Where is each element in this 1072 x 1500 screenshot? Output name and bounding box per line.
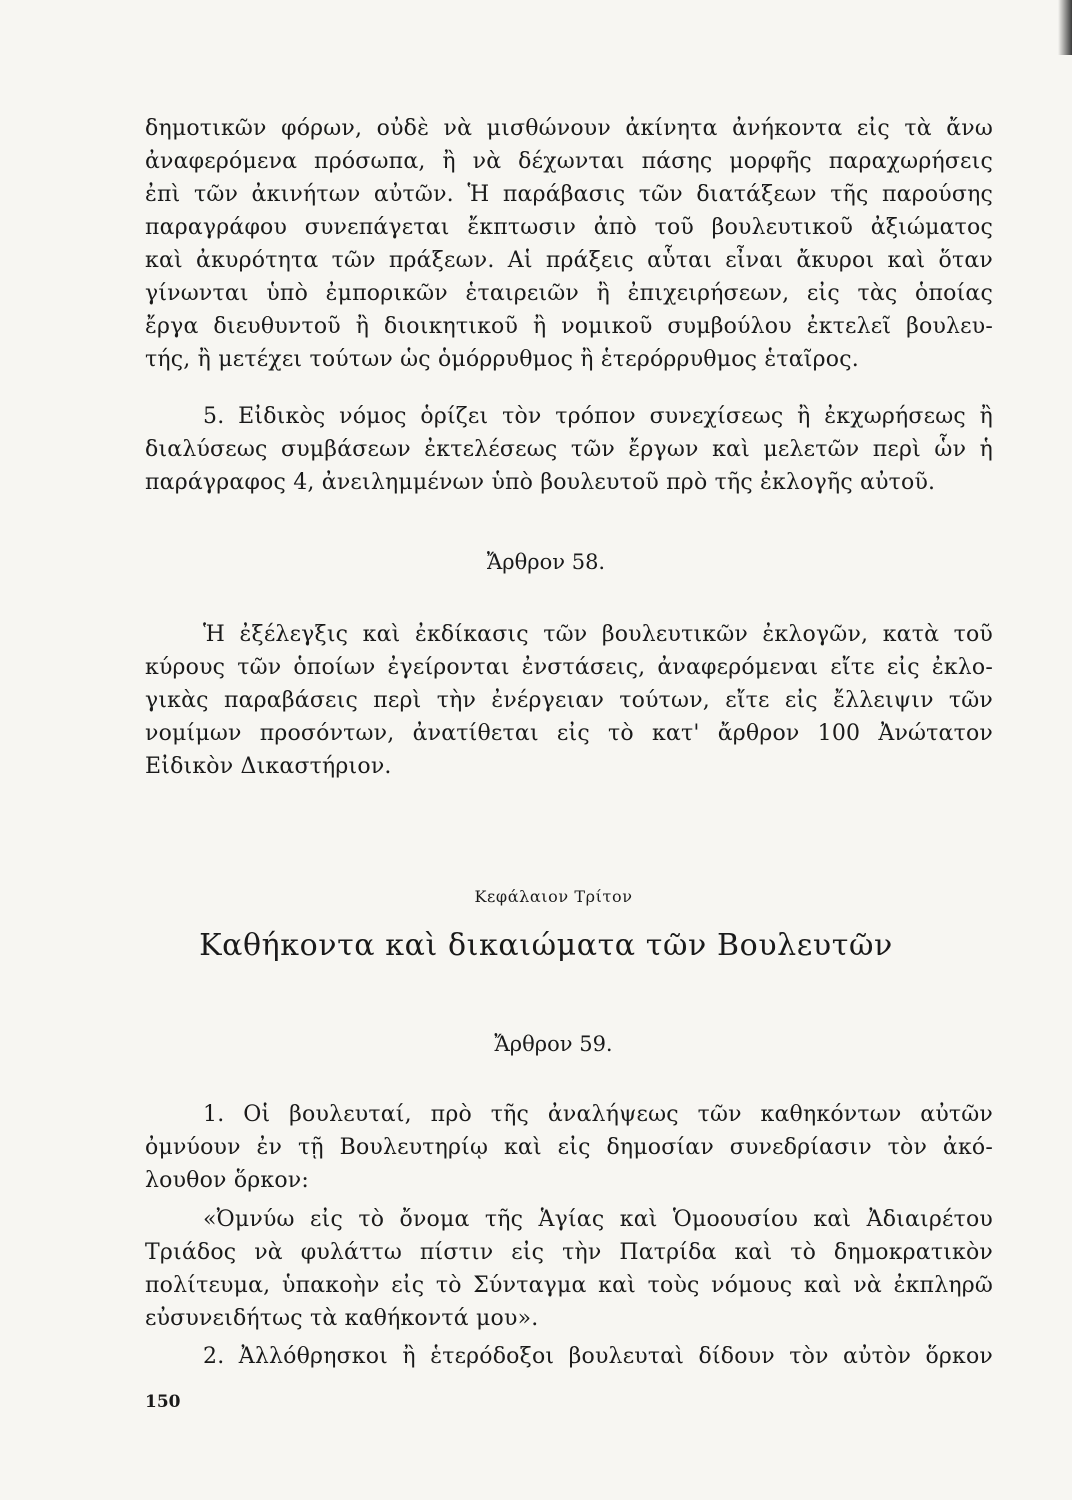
text-line: 5. Εἰδικὸς νόμος ὁρίζει τὸν τρόπον συνεχίσεως ἢ ἐκχωρήσεως ἢ — [203, 404, 993, 429]
paragraph-continuation — [145, 112, 993, 376]
text-line: «Ὀμνύω εἰς τὸ ὄνομα τῆς Ἁγίας καὶ Ὁμοουσίου καὶ Ἀδιαιρέτου — [203, 1207, 993, 1232]
text-line: γικὰς παραβάσεις περὶ τὴν ἐνέργειαν τούτων, εἴτε εἰς ἔλλειψιν τῶν — [145, 688, 993, 713]
text-line: παράγραφος 4, ἀνειλημμένων ὑπὸ βουλευτοῦ πρὸ τῆς ἐκλογῆς αὐτοῦ. — [145, 470, 936, 495]
paragraph-item-5 — [145, 400, 993, 499]
page-number: 150 — [145, 1392, 181, 1412]
text-line: ἐπὶ τῶν ἀκινήτων αὐτῶν. Ἡ παράβασις τῶν διατάξεων τῆς παρούσης — [145, 182, 993, 207]
text-line: ἀναφερόμενα πρόσωπα, ἢ νὰ δέχωνται πάσης μορφῆς παραχωρήσεις — [145, 149, 993, 174]
text-line: νομίμων προσόντων, ἀνατίθεται εἰς τὸ κατ' ἄρθρον 100 Ἀνώτατον — [145, 721, 993, 746]
text-line: διαλύσεως συμβάσεων ἐκτελέσεως τῶν ἔργων καὶ μελετῶν περὶ ὧν ἡ — [145, 437, 993, 462]
chapter-title: Καθήκοντα καὶ δικαιώματα τῶν Βουλευτῶν — [199, 928, 893, 963]
text-line: 2. Ἀλλόθρησκοι ἢ ἑτερόδοξοι βουλευταὶ δίδουν τὸν αὐτὸν ὅρκον — [203, 1344, 993, 1369]
article-58-text — [145, 618, 993, 783]
text-line: 1. Οἱ βουλευταί, πρὸ τῆς ἀναλήψεως τῶν καθηκόντων αὐτῶν — [203, 1102, 993, 1127]
text-line: κύρους τῶν ὁποίων ἐγείρονται ἐνστάσεις, ἀναφερόμεναι εἴτε εἰς ἐκλο- — [145, 655, 993, 680]
chapter-label: Κεφάλαιον Τρίτον — [474, 887, 633, 906]
article-59-item-2 — [145, 1340, 993, 1373]
text-line: γίνωνται ὑπὸ ἐμπορικῶν ἑταιρειῶν ἢ ἐπιχειρήσεων, εἰς τὰς ὁποίας — [145, 281, 993, 306]
text-line: Ἡ ἐξέλεγξις καὶ ἐκδίκασις τῶν βουλευτικῶν ἐκλογῶν, κατὰ τοῦ — [203, 622, 993, 647]
text-line: εὐσυνειδήτως τὰ καθήκοντά μου». — [145, 1306, 539, 1331]
text-line: Εἰδικὸν Δικαστήριον. — [145, 754, 392, 779]
text-line: πολίτευμα, ὑπακοὴν εἰς τὸ Σύνταγμα καὶ τοὺς νόμους καὶ νὰ ἐκπληρῶ — [145, 1273, 993, 1298]
text-line: καὶ ἀκυρότητα τῶν πράξεων. Αἱ πράξεις αὗται εἶναι ἄκυροι καὶ ὅταν — [145, 248, 993, 273]
text-line: παραγράφου συνεπάγεται ἔκπτωσιν ἀπὸ τοῦ βουλευτικοῦ ἀξιώματος — [145, 215, 993, 240]
text-line: ἔργα διευθυντοῦ ἢ διοικητικοῦ ἢ νομικοῦ συμβούλου ἐκτελεῖ βουλευ- — [145, 314, 993, 339]
text-line: ὀμνύουν ἐν τῇ Βουλευτηρίῳ καὶ εἰς δημοσίαν συνεδρίασιν τὸν ἀκό- — [145, 1135, 993, 1160]
text-line: τής, ἢ μετέχει τούτων ὡς ὁμόρρυθμος ἢ ἑτερόρρυθμος ἑταῖρος. — [145, 347, 859, 372]
oath-text — [145, 1203, 993, 1335]
text-line: Τριάδος νὰ φυλάττω πίστιν εἰς τὴν Πατρίδα καὶ τὸ δημοκρατικὸν — [145, 1240, 993, 1265]
scan-edge-shadow — [1058, 0, 1072, 55]
article-59-heading: Ἄρθρον 59. — [494, 1032, 613, 1056]
article-58-heading: Ἄρθρον 58. — [486, 550, 606, 574]
article-59-item-1 — [145, 1098, 993, 1197]
text-line: λουθον ὅρκον: — [145, 1168, 309, 1193]
text-line: δημοτικῶν φόρων, οὐδὲ νὰ μισθώνουν ἀκίνητα ἀνήκοντα εἰς τὰ ἄνω — [145, 116, 993, 141]
